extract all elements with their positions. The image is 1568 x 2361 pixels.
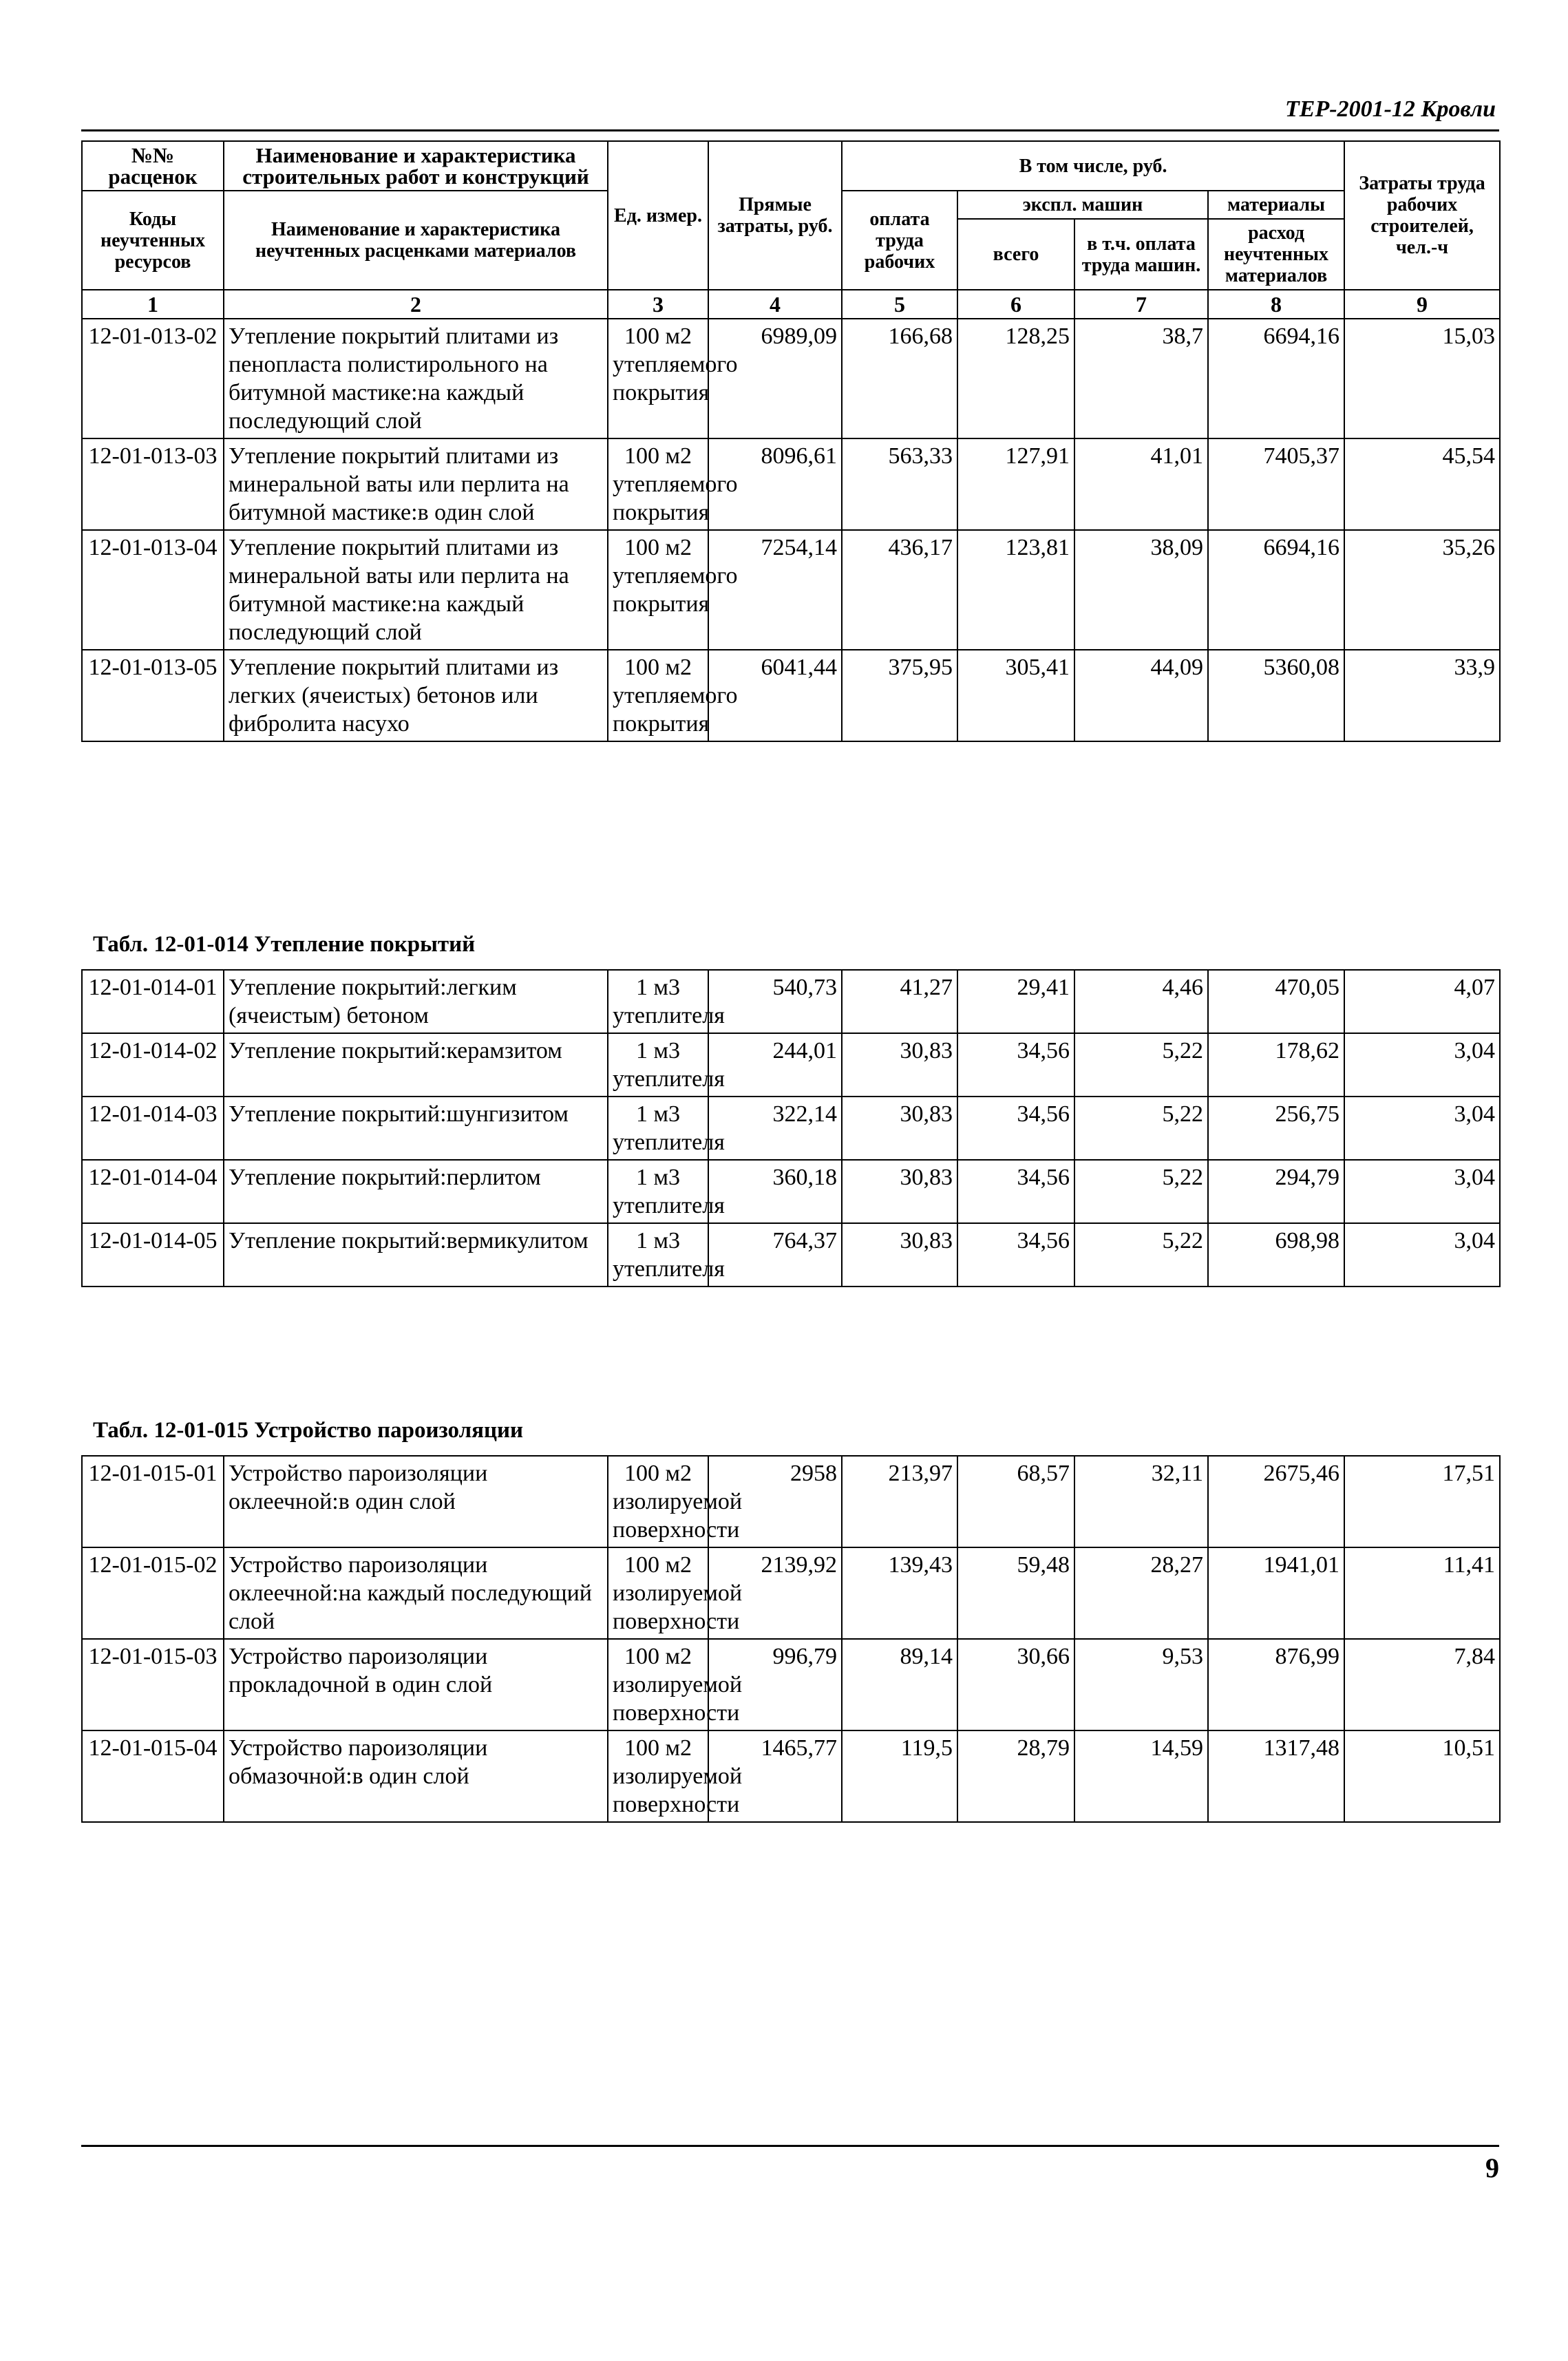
labor-costs-cell: 33,9 (1344, 650, 1500, 741)
rates-table-015 (81, 1455, 1501, 1823)
direct-costs-cell: 996,79 (708, 1639, 842, 1730)
direct-costs-cell: 764,37 (708, 1223, 842, 1287)
table-row (82, 1033, 1500, 1097)
table-row (82, 1456, 1500, 1547)
work-name-cell: Утепление покрытий:перлитом (224, 1160, 608, 1223)
machines-total-cell: 28,79 (957, 1730, 1074, 1822)
labor-costs-cell: 15,03 (1344, 319, 1500, 438)
worker-wage-cell: 166,68 (842, 319, 957, 438)
machine-wage-cell: 5,22 (1074, 1223, 1208, 1287)
rate-code-cell: 12-01-014-04 (82, 1160, 224, 1223)
machine-wage-cell: 28,27 (1074, 1547, 1208, 1639)
worker-wage-cell: 436,17 (842, 530, 957, 650)
table-row (82, 319, 1500, 438)
unit-cell: 100 м2 утепляемого покрытия (608, 650, 708, 741)
table-14-heading: Табл. 12-01-014 Утепление покрытий (93, 932, 476, 957)
labor-costs-cell: 45,54 (1344, 438, 1500, 530)
direct-costs-cell: 7254,14 (708, 530, 842, 650)
rate-code-cell: 12-01-015-03 (82, 1639, 224, 1730)
worker-wage-cell: 30,83 (842, 1223, 957, 1287)
labor-costs-cell: 7,84 (1344, 1639, 1500, 1730)
rate-code-cell: 12-01-013-05 (82, 650, 224, 741)
materials-cell: 6694,16 (1208, 530, 1344, 650)
direct-costs-cell: 360,18 (708, 1160, 842, 1223)
labor-costs-cell: 35,26 (1344, 530, 1500, 650)
machine-wage-cell: 5,22 (1074, 1160, 1208, 1223)
unit-cell: 100 м2 изолируемой поверхности (608, 1639, 708, 1730)
unit-cell: 100 м2 утепляемого покрытия (608, 530, 708, 650)
materials-cell: 470,05 (1208, 970, 1344, 1033)
work-name-cell: Утепление покрытий:легким (ячеистым) бетоном (224, 970, 608, 1033)
work-name-cell: Устройство пароизоляции прокладочной в один слой (224, 1639, 608, 1730)
header-number: 6 (957, 290, 1074, 319)
worker-wage-cell: 119,5 (842, 1730, 957, 1822)
machine-wage-cell: 38,7 (1074, 319, 1208, 438)
work-name-cell: Устройство пароизоляции оклеечной:на каждый последующий слой (224, 1547, 608, 1639)
work-name-cell: Утепление покрытий плитами из минеральной ваты или перлита на битумной мастике:на каждый последующий слой (224, 530, 608, 650)
table-row (82, 650, 1500, 741)
worker-wage-cell: 30,83 (842, 1097, 957, 1160)
rate-code-cell: 12-01-014-05 (82, 1223, 224, 1287)
header-number: 8 (1208, 290, 1344, 319)
machines-total-cell: 127,91 (957, 438, 1074, 530)
worker-wage-cell: 41,27 (842, 970, 957, 1033)
table-row (82, 438, 1500, 530)
header-machines-total: всего (957, 219, 1074, 290)
header-number: 2 (224, 290, 608, 319)
header-rate-codes: №№ расценок (82, 141, 224, 191)
header-resource-codes: Коды неучтенных ресурсов (82, 191, 224, 290)
machines-total-cell: 305,41 (957, 650, 1074, 741)
unit-cell: 100 м2 изолируемой поверхности (608, 1456, 708, 1547)
worker-wage-cell: 30,83 (842, 1033, 957, 1097)
machines-total-cell: 29,41 (957, 970, 1074, 1033)
rate-code-cell: 12-01-013-04 (82, 530, 224, 650)
header-material-name: Наименование и характеристика неучтенных расценками материалов (224, 191, 608, 290)
work-name-cell: Утепление покрытий:вермикулитом (224, 1223, 608, 1287)
work-name-cell: Устройство пароизоляции оклеечной:в один слой (224, 1456, 608, 1547)
header-machine-wage: в т.ч. оплата труда машин. (1074, 219, 1208, 290)
unit-cell: 1 м3 утеплителя (608, 1223, 708, 1287)
unit-cell: 1 м3 утеплителя (608, 970, 708, 1033)
materials-cell: 698,98 (1208, 1223, 1344, 1287)
direct-costs-cell: 2139,92 (708, 1547, 842, 1639)
unit-cell: 100 м2 утепляемого покрытия (608, 319, 708, 438)
direct-costs-cell: 6041,44 (708, 650, 842, 741)
header-number: 3 (608, 290, 708, 319)
labor-costs-cell: 3,04 (1344, 1223, 1500, 1287)
header-number: 1 (82, 290, 224, 319)
machines-total-cell: 34,56 (957, 1097, 1074, 1160)
machine-wage-cell: 38,09 (1074, 530, 1208, 650)
machine-wage-cell: 14,59 (1074, 1730, 1208, 1822)
materials-cell: 5360,08 (1208, 650, 1344, 741)
labor-costs-cell: 10,51 (1344, 1730, 1500, 1822)
rate-code-cell: 12-01-014-03 (82, 1097, 224, 1160)
top-rule (81, 129, 1499, 131)
table-row (82, 970, 1500, 1033)
table-row (82, 1547, 1500, 1639)
table-row (82, 1097, 1500, 1160)
header-direct-costs: Прямые затраты, руб. (708, 141, 842, 290)
labor-costs-cell: 17,51 (1344, 1456, 1500, 1547)
machines-total-cell: 59,48 (957, 1547, 1074, 1639)
direct-costs-cell: 322,14 (708, 1097, 842, 1160)
machines-total-cell: 34,56 (957, 1160, 1074, 1223)
worker-wage-cell: 213,97 (842, 1456, 957, 1547)
worker-wage-cell: 139,43 (842, 1547, 957, 1639)
materials-cell: 178,62 (1208, 1033, 1344, 1097)
machine-wage-cell: 9,53 (1074, 1639, 1208, 1730)
header-number: 4 (708, 290, 842, 319)
materials-cell: 2675,46 (1208, 1456, 1344, 1547)
unit-cell: 1 м3 утеплителя (608, 1160, 708, 1223)
unit-cell: 100 м2 изолируемой поверхности (608, 1730, 708, 1822)
unit-cell: 100 м2 изолируемой поверхности (608, 1547, 708, 1639)
direct-costs-cell: 6989,09 (708, 319, 842, 438)
header-materials: материалы (1208, 191, 1344, 219)
machines-total-cell: 34,56 (957, 1223, 1074, 1287)
rates-table-014 (81, 969, 1501, 1287)
machines-total-cell: 128,25 (957, 319, 1074, 438)
rate-code-cell: 12-01-013-03 (82, 438, 224, 530)
header-unit: Ед. измер. (608, 141, 708, 290)
page-number: 9 (1485, 2152, 1499, 2183)
labor-costs-cell: 3,04 (1344, 1097, 1500, 1160)
table-row (82, 1730, 1500, 1822)
work-name-cell: Утепление покрытий:керамзитом (224, 1033, 608, 1097)
worker-wage-cell: 375,95 (842, 650, 957, 741)
header-work-name: Наименование и характеристика строительных работ и конструкций (224, 141, 608, 191)
rate-code-cell: 12-01-014-01 (82, 970, 224, 1033)
direct-costs-cell: 540,73 (708, 970, 842, 1033)
direct-costs-cell: 1465,77 (708, 1730, 842, 1822)
header-unaccounted-materials: расход неучтенных материалов (1208, 219, 1344, 290)
materials-cell: 256,75 (1208, 1097, 1344, 1160)
machine-wage-cell: 32,11 (1074, 1456, 1208, 1547)
unit-cell: 100 м2 утепляемого покрытия (608, 438, 708, 530)
machines-total-cell: 34,56 (957, 1033, 1074, 1097)
machine-wage-cell: 4,46 (1074, 970, 1208, 1033)
rate-code-cell: 12-01-013-02 (82, 319, 224, 438)
labor-costs-cell: 11,41 (1344, 1547, 1500, 1639)
machines-total-cell: 123,81 (957, 530, 1074, 650)
work-name-cell: Утепление покрытий плитами из легких (ячеистых) бетонов или фибролита насухо (224, 650, 608, 741)
unit-cell: 1 м3 утеплителя (608, 1033, 708, 1097)
rate-code-cell: 12-01-015-02 (82, 1547, 224, 1639)
materials-cell: 1941,01 (1208, 1547, 1344, 1639)
header-number: 9 (1344, 290, 1500, 319)
header-machines: экспл. машин (957, 191, 1208, 219)
table-15-heading: Табл. 12-01-015 Устройство пароизоляции (93, 1418, 524, 1443)
table-header (82, 141, 1500, 319)
direct-costs-cell: 244,01 (708, 1033, 842, 1097)
unit-cell: 1 м3 утеплителя (608, 1097, 708, 1160)
materials-cell: 7405,37 (1208, 438, 1344, 530)
table-row (82, 1223, 1500, 1287)
work-name-cell: Устройство пароизоляции обмазочной:в один слой (224, 1730, 608, 1822)
materials-cell: 6694,16 (1208, 319, 1344, 438)
header-number: 5 (842, 290, 957, 319)
machine-wage-cell: 5,22 (1074, 1033, 1208, 1097)
labor-costs-cell: 4,07 (1344, 970, 1500, 1033)
bottom-rule (81, 2145, 1499, 2147)
machines-total-cell: 68,57 (957, 1456, 1074, 1547)
labor-costs-cell: 3,04 (1344, 1033, 1500, 1097)
materials-cell: 294,79 (1208, 1160, 1344, 1223)
table-row (82, 1639, 1500, 1730)
rate-code-cell: 12-01-014-02 (82, 1033, 224, 1097)
machine-wage-cell: 5,22 (1074, 1097, 1208, 1160)
table-row (82, 1160, 1500, 1223)
work-name-cell: Утепление покрытий:шунгизитом (224, 1097, 608, 1160)
materials-cell: 876,99 (1208, 1639, 1344, 1730)
work-name-cell: Утепление покрытий плитами из пенопласта полистирольного на битумной мастике:на каждый последующий слой (224, 319, 608, 438)
materials-cell: 1317,48 (1208, 1730, 1344, 1822)
direct-costs-cell: 8096,61 (708, 438, 842, 530)
rate-code-cell: 12-01-015-04 (82, 1730, 224, 1822)
worker-wage-cell: 89,14 (842, 1639, 957, 1730)
labor-costs-cell: 3,04 (1344, 1160, 1500, 1223)
header-including: В том числе, руб. (842, 141, 1344, 191)
rates-table-013 (81, 140, 1501, 742)
work-name-cell: Утепление покрытий плитами из минеральной ваты или перлита на битумной мастике:в один слой (224, 438, 608, 530)
direct-costs-cell: 2958 (708, 1456, 842, 1547)
machine-wage-cell: 41,01 (1074, 438, 1208, 530)
header-labor-costs: Затраты труда рабочих строителей, чел.-ч (1344, 141, 1500, 290)
table-row (82, 530, 1500, 650)
worker-wage-cell: 563,33 (842, 438, 957, 530)
header-number: 7 (1074, 290, 1208, 319)
machine-wage-cell: 44,09 (1074, 650, 1208, 741)
rate-code-cell: 12-01-015-01 (82, 1456, 224, 1547)
document-title: ТЕР-2001-12 Кровли (1285, 96, 1496, 122)
worker-wage-cell: 30,83 (842, 1160, 957, 1223)
header-worker-wage: оплата труда рабочих (842, 191, 957, 290)
machines-total-cell: 30,66 (957, 1639, 1074, 1730)
